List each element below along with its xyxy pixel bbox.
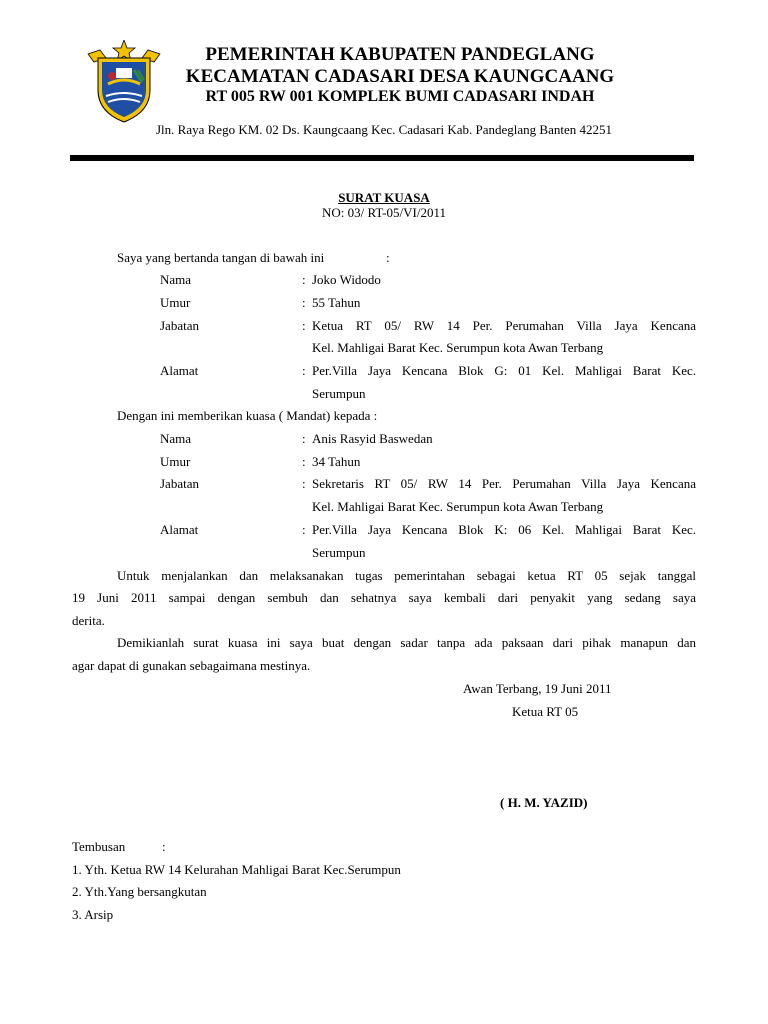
paragraph-2-line-2: agar dapat di gunakan sebagaimana mestinya.: [72, 658, 311, 673]
intro-text: Saya yang bertanda tangan di bawah ini: [117, 250, 325, 265]
grantee-age-label: Umur: [160, 454, 191, 469]
cc-item: 3. Arsip: [72, 907, 114, 922]
grantee-name-label: Nama: [160, 431, 192, 446]
colon: :: [302, 272, 306, 287]
letterhead-line-2: KECAMATAN CADASARI DESA KAUNGCAANG: [185, 66, 615, 87]
grantor-position-label: Jabatan: [160, 318, 199, 333]
paragraph-2-line-1: Demikianlah surat kuasa ini saya buat dengan sadar tanpa ada paksaan dari pihak manapun dan: [117, 635, 696, 650]
colon: :: [302, 522, 306, 537]
grantee-position-label: Jabatan: [160, 476, 199, 491]
letterhead-line-3: RT 005 RW 001 KOMPLEK BUMI CADASARI INDAH: [205, 88, 595, 105]
grantor-position-line-2: Kel. Mahligai Barat Kec. Serumpun kota Awan Terbang: [312, 340, 604, 355]
cc-colon: :: [162, 839, 166, 854]
grantor-name-label: Nama: [160, 272, 192, 287]
signature-position: Ketua RT 05: [512, 704, 579, 719]
grantee-position-line-1: Sekretaris RT 05/ RW 14 Per. Perumahan Villa Jaya Kencana: [312, 476, 696, 491]
grantee-position-line-2: Kel. Mahligai Barat Kec. Serumpun kota Awan Terbang: [312, 499, 604, 514]
grantee-address-line-1: Per.Villa Jaya Kencana Blok K: 06 Kel. Mahligai Barat Kec.: [312, 522, 696, 537]
grantor-address-line-1: Per.Villa Jaya Kencana Blok G: 01 Kel. Mahligai Barat Kec.: [312, 363, 696, 378]
grantor-age-label: Umur: [160, 295, 191, 310]
grantee-address-line-2: Serumpun: [312, 545, 366, 560]
grantor-name: Joko Widodo: [312, 272, 381, 287]
intro-colon: :: [386, 250, 390, 265]
grantor-position-line-1: Ketua RT 05/ RW 14 Per. Perumahan Villa Jaya Kencana: [312, 318, 696, 333]
letter-title: SURAT KUASA: [338, 190, 430, 205]
grantor-address-line-2: Serumpun: [312, 386, 366, 401]
colon: :: [302, 476, 306, 491]
grantee-address-label: Alamat: [160, 522, 199, 537]
letterhead-divider: [70, 155, 694, 161]
grantee-age: 34 Tahun: [312, 454, 361, 469]
letterhead-address: Jln. Raya Rego KM. 02 Ds. Kaungcaang Kec. Cadasari Kab. Pandeglang Banten 42251: [156, 122, 612, 137]
paragraph-1-line-2: 19 Juni 2011 sampai dengan sembuh dan sehatnya saya kembali dari penyakit yang sedang saya: [72, 590, 696, 605]
colon: :: [302, 454, 306, 469]
grantee-name: Anis Rasyid Baswedan: [312, 431, 433, 446]
colon: :: [302, 363, 306, 378]
letterhead-line-1: PEMERINTAH KABUPATEN PANDEGLANG: [205, 44, 595, 65]
grantor-age: 55 Tahun: [312, 295, 361, 310]
cc-item: 1. Yth. Ketua RW 14 Kelurahan Mahligai Barat Kec.Serumpun: [72, 862, 401, 877]
cc-item: 2. Yth.Yang bersangkutan: [72, 884, 207, 899]
paragraph-1-line-1: Untuk menjalankan dan melaksanakan tugas pemerintahan sebagai ketua RT 05 sejak tanggal: [117, 568, 696, 583]
colon: :: [302, 318, 306, 333]
mandate-intro: Dengan ini memberikan kuasa ( Mandat) kepada :: [117, 408, 378, 423]
signature-place-date: Awan Terbang, 19 Juni 2011: [463, 681, 612, 696]
paragraph-1-line-3: derita.: [72, 613, 105, 628]
colon: :: [302, 431, 306, 446]
grantor-address-label: Alamat: [160, 363, 199, 378]
colon: :: [302, 295, 306, 310]
signature-name: ( H. M. YAZID): [500, 795, 588, 810]
letter-number: NO: 03/ RT-05/VI/2011: [322, 205, 446, 220]
cc-label: Tembusan: [72, 839, 126, 854]
